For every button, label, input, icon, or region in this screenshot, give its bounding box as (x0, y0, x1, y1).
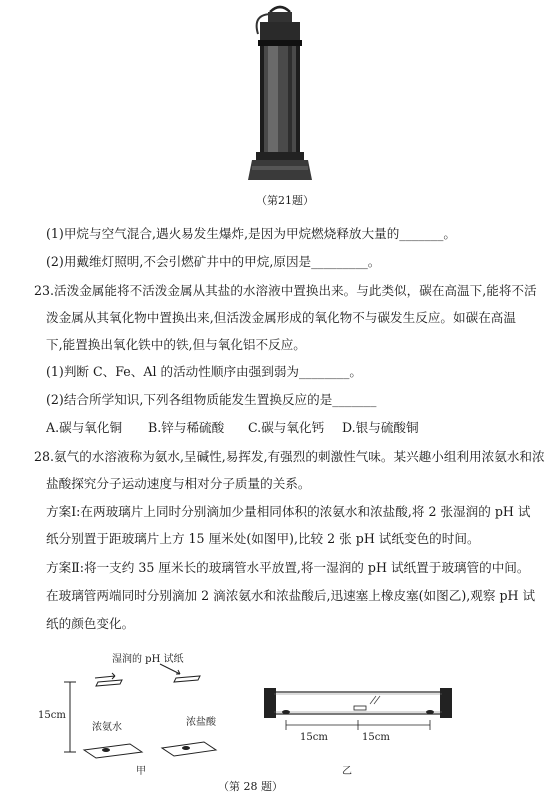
figure-21-caption: （第21题） (256, 194, 314, 207)
q28-stem-line2: 盐酸探究分子运动速度与相对分子质量的关系。 (46, 476, 311, 491)
figure-jia-label-ammonia: 浓氨水 (92, 722, 122, 733)
q23-part2: (2)结合所学知识,下列各组物质能发生置换反应的是_______ (46, 392, 377, 407)
q28-plan2-line3: 纸的颜色变化。 (46, 616, 135, 631)
q23-part1: (1)判断 C、Fe、Al 的活动性顺序由强到弱为________。 (46, 364, 362, 379)
q28-stem-line1: 28.氨气的水溶液称为氨水,呈碱性,易挥发,有强烈的刺激性气味。某兴趣小组利用浓氨水和浓 (34, 449, 545, 464)
figure-yi-label-left-15cm: 15cm (300, 732, 328, 743)
q28-plan1-line2: 纸分别置于距玻璃片上方 15 厘米处(如图甲),比较 2 张 pH 试纸变色的时间。 (46, 531, 480, 546)
q23-option-d: D.银与硫酸铜 (342, 420, 419, 435)
q23-option-a: A.碳与氧化铜 (46, 420, 123, 435)
q21-part1: (1)甲烷与空气混合,遇火易发生爆炸,是因为甲烷燃烧释放大量的_______。 (46, 226, 456, 241)
q23-option-c: C.碳与氧化钙 (248, 420, 325, 435)
q21-part2: (2)用戴维灯照明,不会引燃矿井中的甲烷,原因是_________。 (46, 254, 381, 269)
q28-plan1-line1: 方案Ⅰ:在两玻璃片上同时分别滴加少量相同体积的浓氨水和浓盐酸,将 2 张湿润的 pH 试 (46, 504, 531, 519)
figure-28-caption: （第 28 题） (218, 780, 283, 793)
figure-jia-label-ph-paper: 湿润的 pH 试纸 (112, 654, 184, 665)
q23-stem-line3: 下,能置换出氧化铁中的铁,但与氧化铝不反应。 (46, 337, 306, 352)
q23-option-b: B.锌与稀硫酸 (148, 420, 225, 435)
davy-lamp-figure (238, 4, 322, 190)
figure-jia-label-15cm: 15cm (38, 710, 66, 721)
q28-plan2-line2: 在玻璃管两端同时分别滴加 2 滴浓氨水和浓盐酸后,迅速塞上橡皮塞(如图乙),观察 pH 试 (46, 588, 536, 603)
figure-yi-label-right-15cm: 15cm (362, 732, 390, 743)
figure-yi-diagram (258, 678, 458, 738)
q23-stem-line2: 泼金属从其氧化物中置换出来,但活泼金属形成的氧化物不与碳发生反应。如碳在高温 (46, 310, 516, 325)
q28-plan2-line1: 方案Ⅱ:将一支约 35 厘米长的玻璃管水平放置,将一湿润的 pH 试纸置于玻璃管的中间。 (46, 560, 530, 575)
figure-jia-label: 甲 (136, 766, 146, 777)
q23-stem-line1: 23.活泼金属能将不活泼金属从其盐的水溶液中置换出来。与此类似，碳在高温下,能将不活 (34, 283, 537, 298)
figure-yi-label: 乙 (342, 766, 352, 777)
figure-jia-label-hcl: 浓盐酸 (186, 717, 216, 728)
